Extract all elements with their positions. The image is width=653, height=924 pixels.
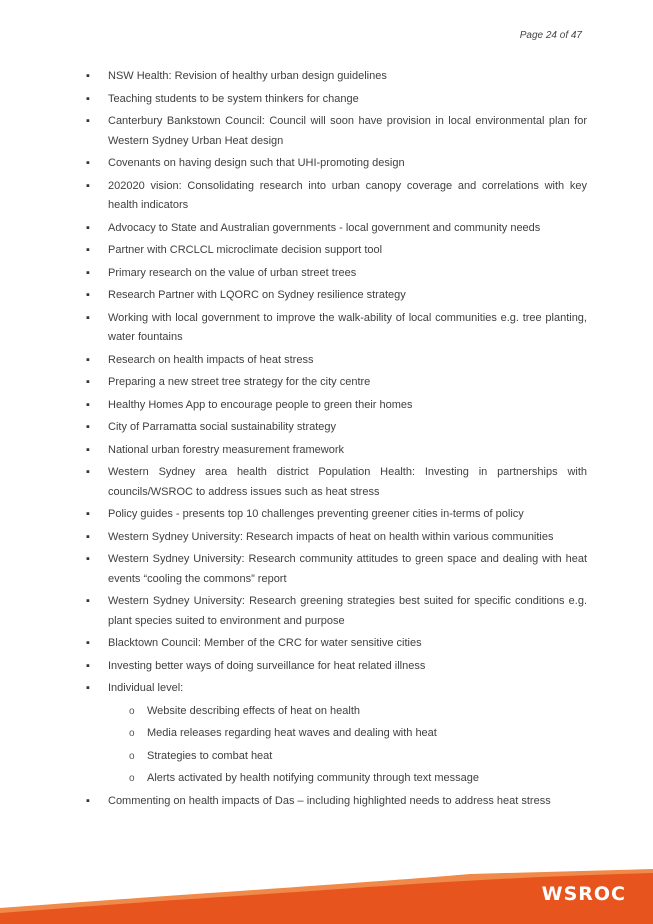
list-item: ▪ Covenants on having design such that UHI-promoting design	[85, 154, 587, 174]
list-item: ▪ Investing better ways of doing surveillance for heat related illness	[85, 657, 587, 677]
list-item: ▪ Western Sydney University: Research impacts of heat on health within various communities	[85, 528, 587, 548]
list-item: ▪ Policy guides - presents top 10 challenges preventing greener cities in-terms of policy	[85, 505, 587, 525]
list-item: ▪ Western Sydney University: Research greening strategies best suited for specific conditions e.g. plant species suited to environment and purpose	[85, 592, 587, 631]
list-item-individual-level	[85, 679, 587, 789]
list-item: ▪ Teaching students to be system thinkers for change	[85, 90, 587, 110]
list-item: ▪ City of Parramatta social sustainability strategy	[85, 418, 587, 438]
list-item: ▪ Blacktown Council: Member of the CRC for water sensitive cities	[85, 634, 587, 654]
page-number: Page 24 of 47	[519, 30, 582, 41]
sub-list-item: o Strategies to combat heat	[108, 747, 587, 767]
list-item-label: Individual level:	[108, 682, 184, 694]
list-item: ▪ National urban forestry measurement framework	[85, 441, 587, 461]
list-item: ▪ Western Sydney University: Research community attitudes to green space and dealing with heat events “cooling the commons” report	[85, 550, 587, 589]
list-item: ▪ 202020 vision: Consolidating research into urban canopy coverage and correlations with key health indicators	[85, 177, 587, 216]
list-item: ▪ Research on health impacts of heat stress	[85, 351, 587, 371]
sub-list-item: o Website describing effects of heat on health	[108, 702, 587, 722]
list-item: ▪ Partner with CRCLCL microclimate decision support tool	[85, 241, 587, 261]
list-item: ▪ Research Partner with LQORC on Sydney resilience strategy	[85, 286, 587, 306]
bullet-list	[85, 67, 587, 814]
sub-list-item: o Alerts activated by health notifying community through text message	[108, 769, 587, 789]
list-item: ▪ Canterbury Bankstown Council: Council will soon have provision in local environmental plan for Western Sydney Urban Heat design	[85, 112, 587, 151]
wsroc-logo: WSROC	[541, 883, 626, 905]
list-item: ▪ Commenting on health impacts of Das – including highlighted needs to address heat stress	[85, 792, 587, 812]
sub-list	[108, 702, 587, 789]
sub-list-item: o Media releases regarding heat waves and dealing with heat	[108, 724, 587, 744]
list-item: ▪ NSW Health: Revision of healthy urban design guidelines	[85, 67, 587, 87]
list-item: ▪ Western Sydney area health district Population Health: Investing in partnerships with councils/WSROC to address issues such as heat stress	[85, 463, 587, 502]
list-item: ▪ Primary research on the value of urban street trees	[85, 264, 587, 284]
list-item: ▪ Advocacy to State and Australian governments - local government and community needs	[85, 219, 587, 239]
list-item: ▪ Healthy Homes App to encourage people to green their homes	[85, 396, 587, 416]
list-item: ▪ Preparing a new street tree strategy for the city centre	[85, 373, 587, 393]
list-item: ▪ Working with local government to improve the walk-ability of local communities e.g. tree planting, water fountains	[85, 309, 587, 348]
